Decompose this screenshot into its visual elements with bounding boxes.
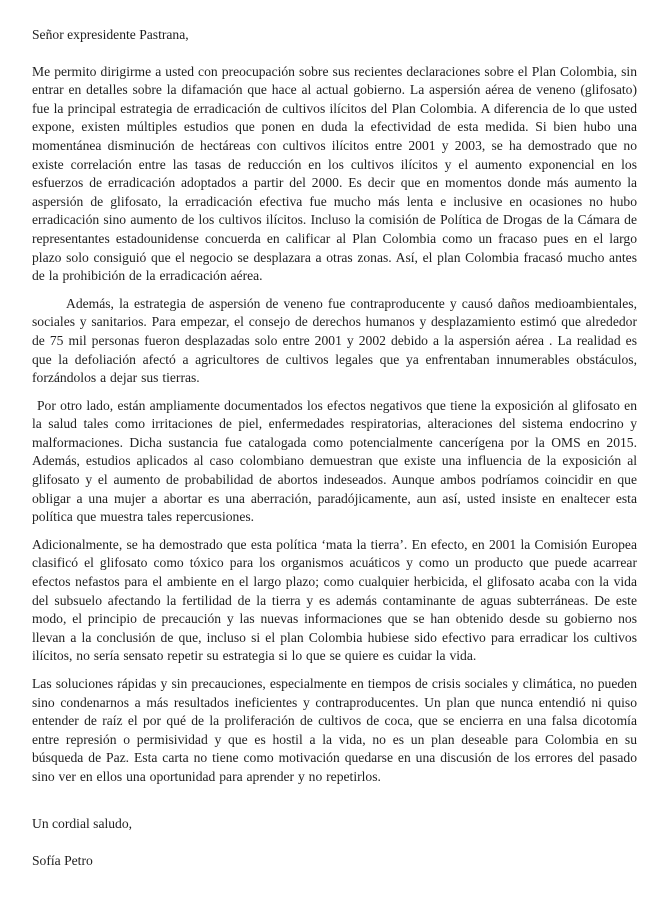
paragraph-plan-colombia-effectiveness: Me permito dirigirme a usted con preocupación sobre sus recientes declaraciones sobre el Plan Colombia, sin entrar en detalles sobre la difamación que hace al actual gobierno. La aspersión aérea de veneno (glifosato) fue la principal estrategia de erradicación de cultivos ilícitos del Plan Colombia. A diferencia de lo que usted expone, existen múltiples estudios que ponen en duda la efectividad de esta medida. Si bien hubo una momentánea disminución de hectáreas con cultivos ilícitos entre 2001 y 2003, se ha demostrado que no existe correlación entre las tasas de reducción en los cultivos ilícitos y el aumento exponencial en los esfuerzos de erradicación adoptados a partir del 2000. Es decir que en momentos donde más aumento la aspersión de glifosato, la erradicación efectiva fue mucho más lenta e inclusive en ocasiones no hubo erradicación sino aumento de los cultivos ilícitos. Incluso la comisión de Política de Drogas de la Cámara de representantes estadounidense concuerda en calificar al Plan Colombia como un fracaso pues en el largo plazo solo consiguió que el negocio se desplazara a otras zonas. Así, el plan Colombia fracasó mucho antes de la prohibición de la erradicación aérea.: [32, 63, 637, 284]
signature-name: Sofía Petro: [32, 853, 93, 869]
paragraph-health-effects: Por otro lado, están ampliamente documentados los efectos negativos que tiene la exposición al glifosato en la salud tales como irritaciones de piel, enfermedades respiratorias, alteraciones del sistema endocrino y malformaciones. Dicha sustancia fue catalogada como potencialmente cancerígena por la OMS en 2015. Además, estudios aplicados al caso colombiano demuestran que existe una influencia de la exposición al glifosato y el aumento de probabilidad de abortos indeseados. Aunque ambos podríamos coincidir en que obligar a una mujer a abortar es una aberración, paradójicamente, aun así, usted insiste en enaltecer esta política que muestra tales repercusiones.: [32, 397, 637, 525]
paragraph-social-environmental-damage: Además, la estrategia de aspersión de veneno fue contraproducente y causó daños medioambientales, sociales y sanitarios. Para empezar, el consejo de derechos humanos y desplazamiento estimó que alrededor de 75 mil personas fueron desplazadas solo entre 2001 y 2002 debido a la aspersión aérea . La realidad es que la defoliación afectó a agricultores de cultivos legales que ya enfrentaban innumerables obstáculos, forzándolos a dejar sus tierras.: [32, 295, 637, 386]
paragraph-conclusion: Las soluciones rápidas y sin precauciones, especialmente en tiempos de crisis sociales y climática, no pueden sino condenarnos a más resultados ineficientes y contraproducentes. Un plan que nunca entendió ni quiso entender de raíz el por qué de la proliferación de cultivos de coca, que se encierra en una falsa dicotomía entre represión o permisividad y que es hostil a la vida, no es un plan deseable para Colombia en su búsqueda de Paz. Esta carta no tiene como motivación quedarse en una discusión de los errores del pasado sino ver en ellos una oportunidad para aprender y no repetirlos.: [32, 676, 637, 784]
paragraph-environmental-toxicity: Adicionalmente, se ha demostrado que esta política ‘mata la tierra’. En efecto, en 2001 la Comisión Europea clasificó el glifosato como tóxico para los organismos acuáticos y como un producto que puede acarrear efectos nefastos para el ambiente en el largo plazo; como cualquier herbicida, el glifosato acaba con la vida del subsuelo afectando la fertilidad de la tierra y es además contaminante de aguas subterráneas. De este modo, el principio de precaución y las nuevas informaciones que se han obtenido desde su gobierno nos llevan a la conclusión de que, incluso si el plan Colombia hubiese sido efectivo para erradicar los cultivos ilícitos, no sería sensato repetir su estrategia si lo que se quiere es cuidar la vida.: [32, 536, 637, 664]
salutation: Señor expresidente Pastrana,: [32, 27, 189, 42]
closing-salute: Un cordial saludo,: [32, 815, 133, 831]
